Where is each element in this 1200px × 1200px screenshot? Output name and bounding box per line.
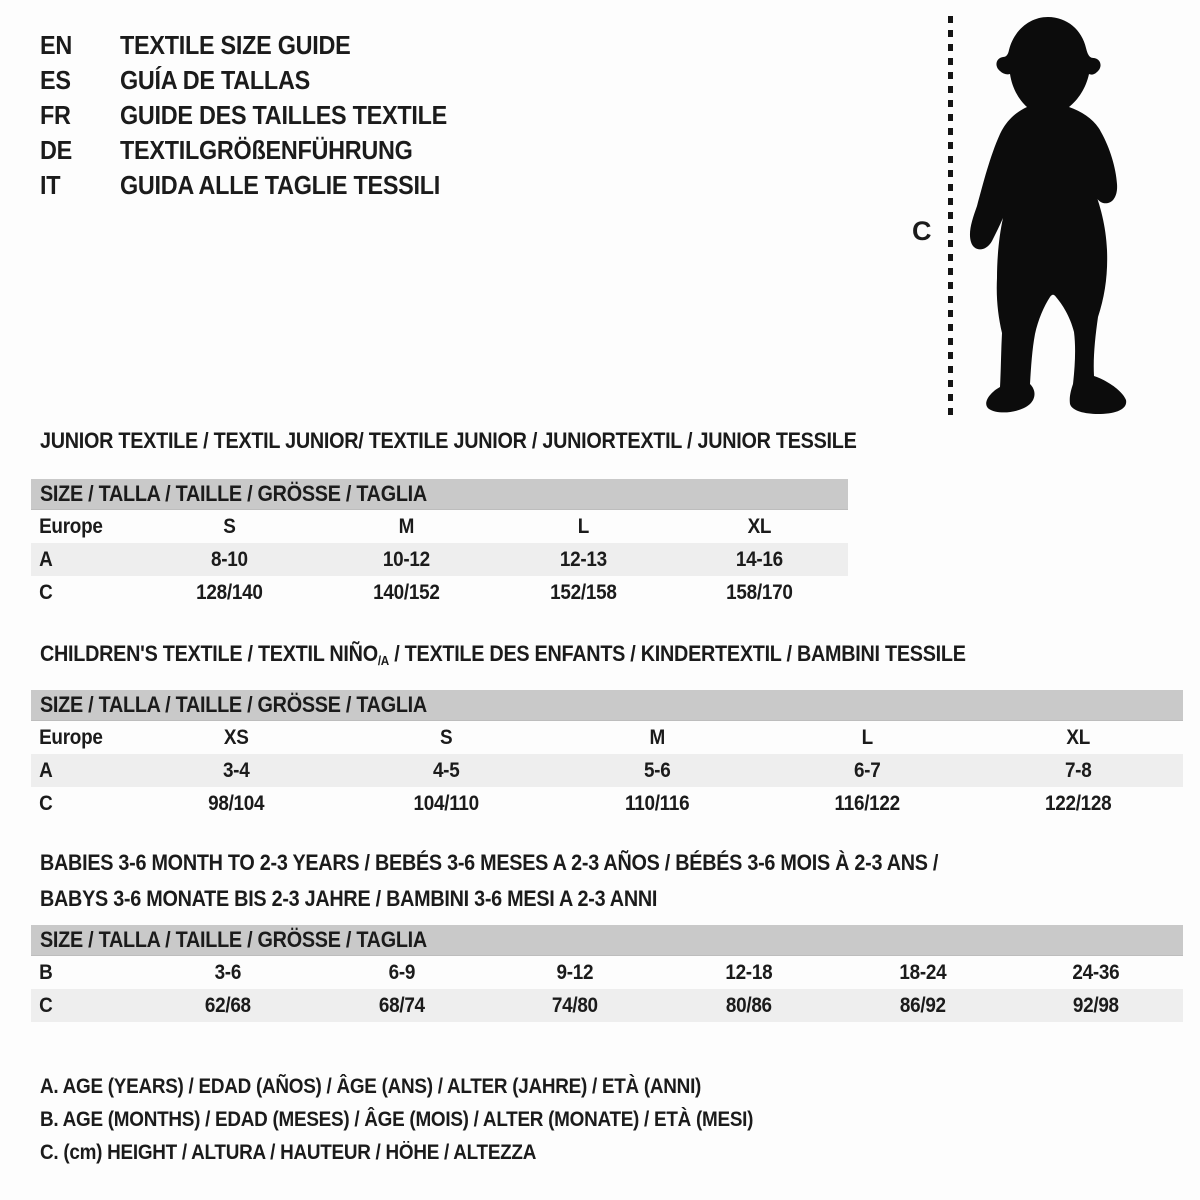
height-dotted-line xyxy=(948,16,953,418)
lang-code: DE xyxy=(40,135,72,165)
legend-line-a xyxy=(40,1070,832,1103)
guide-title: GUIDE DES TAILLES TEXTILE xyxy=(120,100,447,130)
height-cell: 122/128 xyxy=(1044,791,1111,815)
height-cell: 62/68 xyxy=(204,993,251,1017)
height-cell: 104/110 xyxy=(413,791,480,815)
junior-section-title xyxy=(40,428,947,454)
size-cell: L xyxy=(577,514,589,538)
size-table-header-bar xyxy=(31,690,1183,721)
height-cell: 86/92 xyxy=(899,993,946,1017)
size-table-header-bar xyxy=(31,479,848,510)
size-table-header-text: SIZE / TALLA / TAILLE / GRÖSSE / TAGLIA xyxy=(40,692,427,717)
lang-row-it xyxy=(40,168,483,203)
baby-silhouette-icon xyxy=(964,14,1139,419)
size-cell: XS xyxy=(223,725,249,749)
lang-row-de xyxy=(40,133,483,168)
junior-section-title-text: JUNIOR TEXTILE / TEXTIL JUNIOR/ TEXTILE JUNIOR / JUNIORTEXTIL / JUNIOR TESSILE xyxy=(40,428,857,453)
height-cell: 98/104 xyxy=(208,791,265,815)
row-label: A xyxy=(39,758,53,782)
row-label: A xyxy=(39,547,53,571)
table-row-europe xyxy=(31,510,848,543)
size-cell: M xyxy=(398,514,414,538)
age-cell: 7-8 xyxy=(1064,758,1092,782)
legend-line-b xyxy=(40,1103,832,1136)
legend-text: C. (cm) HEIGHT / ALTURA / HAUTEUR / HÖHE / ALTEZZA xyxy=(40,1140,537,1164)
table-row-age-months xyxy=(31,956,1183,989)
size-cell: XL xyxy=(1065,725,1090,749)
age-cell: 6-9 xyxy=(388,960,415,984)
height-cell: 158/170 xyxy=(726,580,793,604)
lang-code: IT xyxy=(40,170,61,200)
nino-a-subscript: /A xyxy=(377,653,389,668)
age-cell: 6-7 xyxy=(854,758,881,782)
children-section-title-text: CHILDREN'S TEXTILE / TEXTIL NIÑO/A / TEXTILE DES ENFANTS / KINDERTEXTIL / BAMBINI TESSILE xyxy=(40,641,966,668)
age-cell: 18-24 xyxy=(898,960,946,984)
height-cell: 110/116 xyxy=(624,791,690,815)
table-row-height xyxy=(31,787,1183,820)
children-section-title xyxy=(40,641,1068,668)
legend-line-c xyxy=(40,1136,832,1169)
age-cell: 12-18 xyxy=(725,960,773,984)
height-cell: 128/140 xyxy=(196,580,263,604)
lang-code: EN xyxy=(40,30,72,60)
lang-code: ES xyxy=(40,65,71,95)
language-title-list xyxy=(40,28,483,203)
legend-text: A. AGE (YEARS) / EDAD (AÑOS) / ÂGE (ANS) / ALTER (JAHRE) / ETÀ (ANNI) xyxy=(40,1074,702,1098)
table-row-age xyxy=(31,754,1183,787)
height-cell: 152/158 xyxy=(549,580,617,604)
measure-c-label: C xyxy=(912,216,932,246)
size-table-header-bar xyxy=(31,925,1183,956)
age-cell: 4-5 xyxy=(433,758,460,782)
size-cell: S xyxy=(440,725,453,749)
table-row-height xyxy=(31,989,1183,1022)
table-row-europe xyxy=(31,721,1183,754)
lang-row-fr xyxy=(40,98,483,133)
table-row-height xyxy=(31,576,848,609)
babies-title-line1: BABIES 3-6 MONTH TO 2-3 YEARS / BEBÉS 3-6 MESES A 2-3 AÑOS / BÉBÉS 3-6 MOIS À 2-3 ANS / xyxy=(40,850,939,875)
children-size-table xyxy=(31,690,1183,820)
height-cell: 92/98 xyxy=(1073,993,1120,1017)
size-cell: S xyxy=(223,514,236,538)
lang-code: FR xyxy=(40,100,71,130)
height-cell: 68/74 xyxy=(378,993,425,1017)
age-cell: 8-10 xyxy=(210,547,248,571)
age-cell: 10-12 xyxy=(382,547,430,571)
height-cell: 140/152 xyxy=(372,580,440,604)
row-label: Europe xyxy=(39,514,103,538)
row-label: B xyxy=(39,960,53,984)
row-label: C xyxy=(39,580,53,604)
guide-title: TEXTILGRÖßENFÜHRUNG xyxy=(120,135,413,165)
size-cell: M xyxy=(649,725,665,749)
babies-title-line2: BABYS 3-6 MONATE BIS 2-3 JAHRE / BAMBINI 3-6 MESI A 2-3 ANNI xyxy=(40,886,658,911)
size-table-header-text: SIZE / TALLA / TAILLE / GRÖSSE / TAGLIA xyxy=(40,927,427,952)
age-cell: 14-16 xyxy=(736,547,784,571)
row-label: C xyxy=(39,791,53,815)
height-measure-figure xyxy=(900,10,1200,425)
table-row-age xyxy=(31,543,848,576)
lang-row-en xyxy=(40,28,483,63)
guide-title: GUIDA ALLE TAGLIE TESSILI xyxy=(120,170,440,200)
age-cell: 5-6 xyxy=(643,758,671,782)
age-cell: 12-13 xyxy=(559,547,607,571)
height-cell: 80/86 xyxy=(725,993,772,1017)
guide-title: GUÍA DE TALLAS xyxy=(120,65,310,95)
age-cell: 9-12 xyxy=(556,960,594,984)
size-cell: XL xyxy=(747,514,772,538)
row-label: C xyxy=(39,993,53,1017)
age-cell: 3-4 xyxy=(222,758,250,782)
height-cell: 74/80 xyxy=(552,993,599,1017)
size-table-header-text: SIZE / TALLA / TAILLE / GRÖSSE / TAGLIA xyxy=(40,481,427,506)
measurement-legend xyxy=(40,1070,832,1169)
babies-size-table xyxy=(31,925,1183,1022)
guide-title: TEXTILE SIZE GUIDE xyxy=(120,30,351,60)
height-cell: 116/122 xyxy=(834,791,901,815)
size-cell: L xyxy=(861,725,874,749)
legend-text: B. AGE (MONTHS) / EDAD (MESES) / ÂGE (MOIS) / ALTER (MONATE) / ETÀ (MESI) xyxy=(40,1107,754,1131)
row-label: Europe xyxy=(39,725,103,749)
age-cell: 3-6 xyxy=(214,960,242,984)
junior-size-table xyxy=(31,479,848,609)
lang-row-es xyxy=(40,63,483,98)
babies-section-title xyxy=(40,846,1038,918)
age-cell: 24-36 xyxy=(1072,960,1120,984)
